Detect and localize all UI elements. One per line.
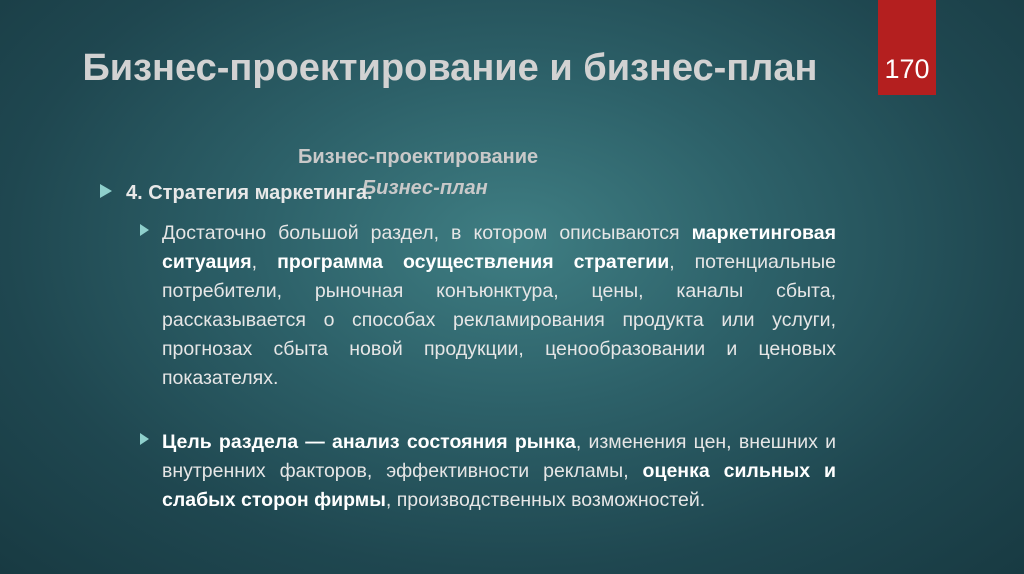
- paragraph-description: [140, 219, 836, 393]
- text-run: , потенциальные потребители, рыночная конъюнктура, цены, каналы сбыта, рассказывается о способах рекламирования продукта или услуги, прогнозах сбыта новой продукции, ценообразовании и ценовых показателях.: [162, 251, 836, 389]
- bold-run: Цель раздела — анализ состояния рынка: [162, 431, 576, 453]
- text-run: Достаточно большой раздел, в котором описываются: [162, 222, 692, 244]
- bold-run: программа осуществления стратегии: [277, 251, 670, 273]
- bullet-arrow-icon: [100, 184, 112, 198]
- paragraph-goal: [140, 428, 836, 515]
- text-run: ,: [251, 251, 278, 273]
- sub-bullet-arrow-icon: [140, 224, 149, 236]
- bold-run: маркетинговая ситуация: [162, 222, 836, 273]
- slide-number: 170: [884, 54, 930, 84]
- slide-number-box: [878, 0, 936, 95]
- text-run: , производственных возможностей.: [385, 489, 706, 511]
- section-heading-text: 4. Стратегия маркетинга.: [126, 182, 373, 204]
- slide-subtitle-second: Бизнес-план: [362, 177, 488, 199]
- bold-run: оценка сильных и слабых сторон фирмы: [162, 460, 836, 511]
- slide-title: Бизнес-проектирование и бизнес-план: [82, 47, 818, 89]
- slide-subtitle: Бизнес-проектирование: [298, 146, 539, 168]
- section-heading: [100, 182, 373, 205]
- paragraph-description-text: [140, 219, 836, 393]
- sub-bullet-arrow-icon: [140, 433, 149, 445]
- paragraph-goal-text: [140, 428, 836, 515]
- text-run: , изменения цен, внешних и внутренних факторов, эффективности рекламы,: [162, 431, 836, 482]
